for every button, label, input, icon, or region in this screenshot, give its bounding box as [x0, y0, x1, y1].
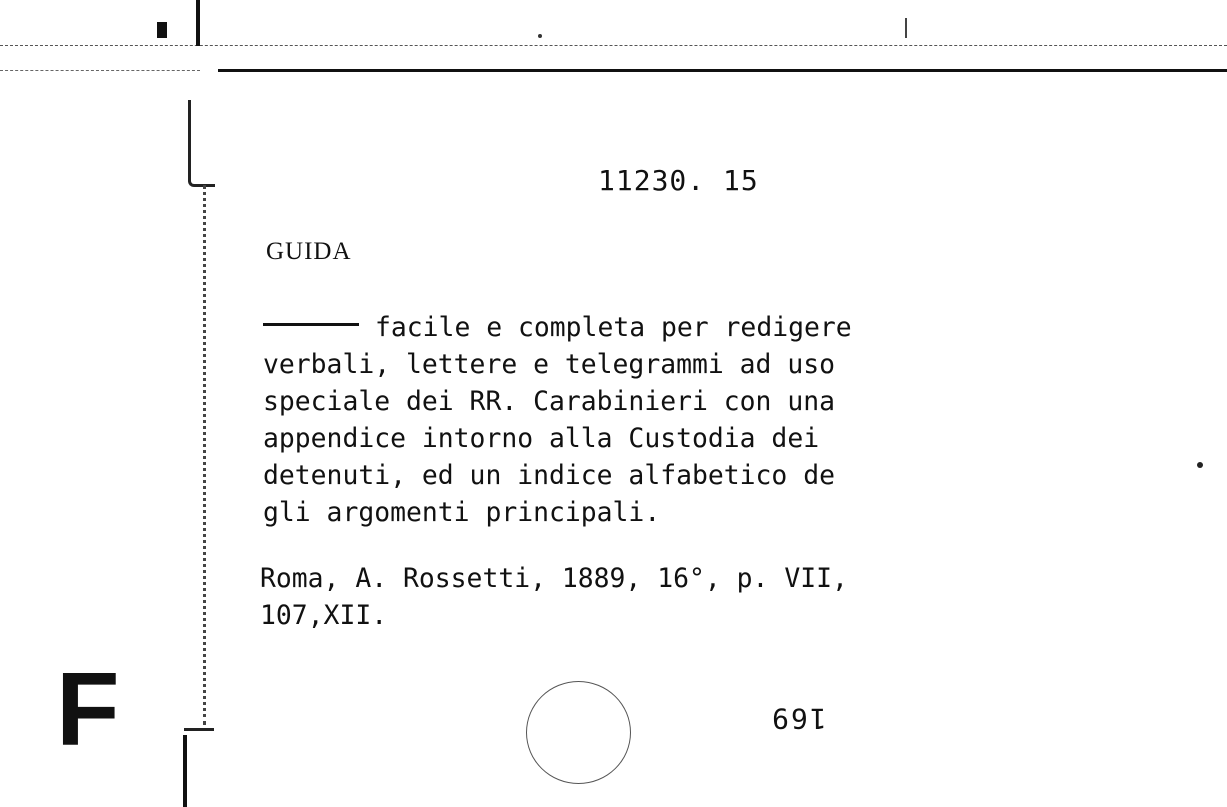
description-line: speciale dei RR. Carabinieri con una	[263, 386, 835, 417]
left-bracket-mark	[188, 100, 215, 187]
bottom-bracket-mark	[184, 728, 214, 737]
imprint-text	[260, 560, 980, 634]
top-rule-dashed	[0, 45, 1227, 46]
punch-hole-circle	[526, 681, 631, 784]
repeat-heading-dash	[263, 323, 359, 326]
imprint-line: Roma, A. Rossetti, 1889, 16°, p. VII,	[260, 563, 848, 594]
call-number: 11230. 15	[598, 164, 759, 197]
top-right-tick	[905, 18, 907, 38]
description-line: verbali, lettere e telegrammi ad uso	[263, 349, 835, 380]
catalog-heading: GUIDA	[266, 238, 352, 265]
description-line: detenuti, ed un indice alfabetico de	[263, 460, 835, 491]
top-rule-left	[0, 70, 200, 71]
paper-speck	[1197, 462, 1203, 468]
rotated-number: 169	[770, 702, 827, 735]
imprint-line: 107,XII.	[260, 600, 388, 631]
top-rule	[218, 69, 1227, 72]
bottom-vertical-mark	[183, 735, 187, 807]
stamp-letter: F	[56, 652, 120, 768]
top-vertical-mark	[196, 0, 200, 46]
description-line: appendice intorno alla Custodia dei	[263, 423, 820, 454]
left-margin-line	[203, 185, 206, 725]
description-text	[263, 309, 963, 531]
top-left-tick	[157, 22, 167, 38]
description-line: gli argomenti principali.	[263, 497, 661, 528]
top-dot	[538, 34, 542, 38]
description-line: facile e completa per redigere	[375, 312, 852, 343]
